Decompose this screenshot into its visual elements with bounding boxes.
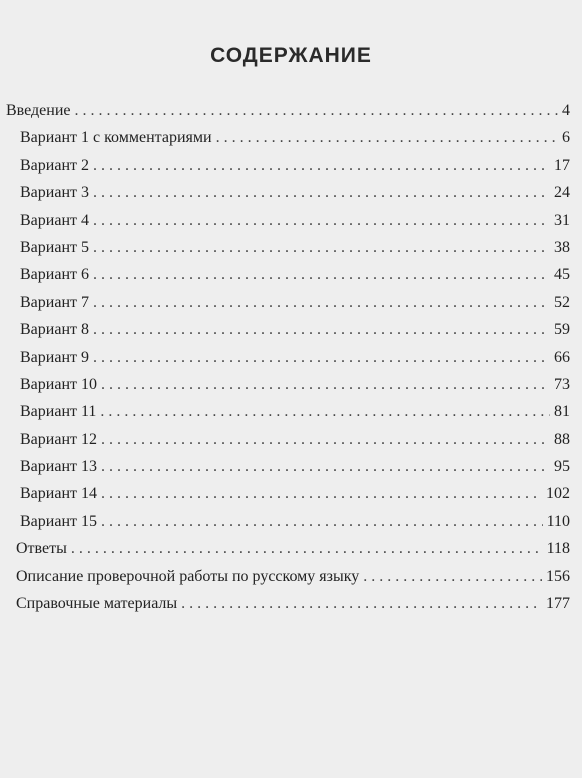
page-title: СОДЕРЖАНИЕ	[210, 44, 372, 67]
dot-leader	[181, 590, 542, 617]
dot-leader	[71, 535, 543, 562]
toc-entry-variant-9	[0, 344, 570, 371]
toc-entry-page: 102	[546, 485, 570, 503]
toc-entry-label: Вариант 3	[20, 184, 89, 202]
dot-leader	[363, 563, 542, 590]
toc-entry-variant-5	[0, 234, 570, 261]
toc-entry-page: 6	[562, 129, 570, 147]
toc-entry-label: Вариант 6	[20, 266, 89, 284]
toc-entry-label: Введение	[6, 102, 71, 119]
toc-entry-description	[0, 563, 570, 590]
toc-entry-variant-12	[0, 426, 570, 453]
toc-entry-label: Вариант 4	[20, 211, 89, 229]
toc-entry-introduction	[0, 97, 570, 124]
toc-entry-page: 95	[554, 458, 570, 476]
toc-entry-variant-10	[0, 371, 570, 398]
toc-entry-page: 88	[554, 430, 570, 448]
dot-leader	[93, 152, 550, 179]
toc-entry-page: 156	[546, 567, 570, 585]
toc-entry-label: Вариант 7	[20, 293, 89, 311]
toc-entry-label: Вариант 12	[20, 430, 97, 448]
toc-entry-variant-11	[0, 398, 570, 425]
toc-entry-variant-13	[0, 453, 570, 480]
dot-leader	[100, 398, 550, 425]
toc-entry-variant-8	[0, 316, 570, 343]
dot-leader	[93, 179, 550, 206]
toc-entry-label: Вариант 11	[20, 403, 97, 421]
toc-entry-label: Вариант 13	[20, 458, 97, 476]
toc-entry-label: Вариант 15	[20, 512, 97, 530]
toc-entry-page: 31	[554, 211, 570, 229]
dot-leader	[101, 453, 550, 480]
toc-entry-page: 81	[554, 403, 570, 421]
dot-leader	[93, 316, 550, 343]
toc-entry-label: Вариант 8	[20, 321, 89, 339]
dot-leader	[75, 97, 559, 124]
toc-entry-variant-14	[0, 480, 570, 507]
dot-leader	[93, 207, 550, 234]
toc-entry-page: 66	[554, 348, 570, 366]
toc-entry-variant-7	[0, 289, 570, 316]
dot-leader	[101, 371, 550, 398]
toc-entry-label: Описание проверочной работы по русскому языку	[16, 567, 360, 585]
toc-entry-variant-1	[0, 124, 570, 151]
toc-entry-page: 110	[546, 512, 570, 530]
toc-entry-page: 59	[554, 321, 570, 339]
toc-entry-page: 73	[554, 375, 570, 393]
table-of-contents	[0, 97, 570, 617]
dot-leader	[101, 426, 550, 453]
dot-leader	[93, 261, 550, 288]
toc-entry-page: 45	[554, 266, 570, 284]
toc-entry-page: 38	[554, 238, 570, 256]
toc-entry-label: Вариант 2	[20, 156, 89, 174]
toc-entry-page: 118	[546, 540, 570, 558]
toc-entry-variant-4	[0, 207, 570, 234]
toc-entry-reference-materials	[0, 590, 570, 617]
toc-entry-label: Вариант 10	[20, 375, 97, 393]
toc-entry-answers	[0, 535, 570, 562]
dot-leader	[93, 344, 550, 371]
toc-entry-page: 24	[554, 184, 570, 202]
toc-entry-page: 52	[554, 293, 570, 311]
toc-entry-label: Вариант 1 с комментариями	[20, 129, 212, 147]
toc-entry-variant-15	[0, 508, 570, 535]
toc-entry-page: 4	[562, 102, 570, 119]
dot-leader	[93, 289, 550, 316]
dot-leader	[216, 124, 558, 151]
toc-entry-variant-2	[0, 152, 570, 179]
toc-entry-label: Справочные материалы	[16, 595, 178, 613]
dot-leader	[101, 508, 543, 535]
toc-entry-label: Вариант 14	[20, 485, 97, 503]
toc-entry-label: Вариант 9	[20, 348, 89, 366]
toc-entry-label: Ответы	[16, 540, 67, 558]
dot-leader	[93, 234, 550, 261]
dot-leader	[101, 480, 542, 507]
toc-entry-variant-6	[0, 261, 570, 288]
toc-entry-variant-3	[0, 179, 570, 206]
toc-entry-label: Вариант 5	[20, 238, 89, 256]
toc-entry-page: 17	[554, 156, 570, 174]
toc-entry-page: 177	[546, 595, 570, 613]
